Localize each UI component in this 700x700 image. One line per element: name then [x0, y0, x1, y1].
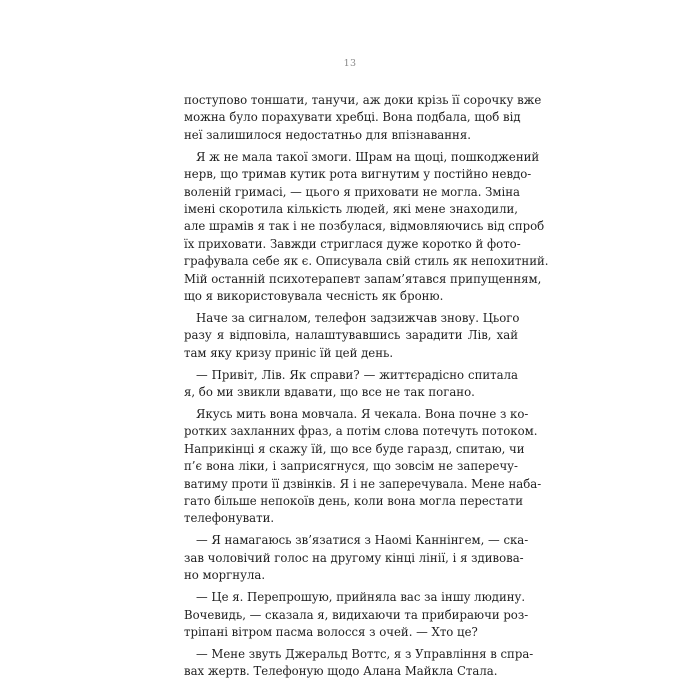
text-line: п’є вона ліки, і заприсягнуся, що зовсім не заперечу- [184, 459, 518, 474]
text-line: — Це я. Перепрошую, прийняла вас за іншу людину. [196, 590, 526, 605]
text-line: неї залишилося недостатньо для впізнавання. [184, 127, 471, 142]
paragraph [184, 589, 529, 641]
text-line: зав чоловічий голос на другому кінці лінії, і я здивова- [184, 550, 524, 565]
text-line: — Я намагаюсь зв’язатися з Наомі Каннінгем, — ска- [196, 533, 529, 548]
text-line: вах жертв. Телефоную щодо Алана Майкла Стала. [184, 664, 498, 679]
text-line: Мій останній психотерапевт запам’ятався припущенням, [184, 271, 542, 286]
text-line: гато більше непокоїв день, коли вона могла перестати [184, 493, 524, 508]
text-line: нерв, що тримав кутик рота вигнутим у постійно невдо- [184, 167, 532, 182]
text-line: тріпані вітром пасма волосся з очей. — Хто це? [184, 624, 478, 639]
paragraph [184, 92, 542, 144]
text-line: Вочевидь, — сказала я, видихаючи та прибираючи роз- [184, 607, 529, 622]
text-line: воленій гримасі, — цього я приховати не могла. Зміна [184, 184, 521, 199]
paragraph [184, 646, 534, 681]
text-line: там яку кризу приніс їй цей день. [184, 345, 394, 360]
text-line: ротких захланних фраз, а потім слова потечуть потоком. [184, 424, 538, 439]
text-line: Наче за сигналом, телефон задзижчав знову. Цього [196, 310, 520, 325]
text-line: поступово тоншати, танучи, аж доки крізь її сорочку вже [184, 93, 542, 107]
text-line: но моргнула. [184, 568, 266, 583]
text-line: телефонувати. [184, 511, 275, 526]
text-line: Наприкінці я скажу їй, що все буде гаразд, спитаю, чи [184, 441, 525, 456]
text-line: імені скоротила кількість людей, які мене знаходили, [184, 201, 518, 216]
text-line: графувала себе як є. Описувала свій стиль як непохитний. [184, 254, 549, 269]
text-line: що я використовувала чесність як броню. [184, 288, 444, 303]
body-text [184, 92, 549, 685]
text-line: їх приховати. Завжди стриглася дуже коротко й фото- [184, 236, 521, 251]
text-line: але шрамів я так і не позбулася, відмовляючись від спроб [184, 219, 545, 234]
text-line: — Привіт, Лів. Як справи? — життєрадісно спитала [196, 367, 518, 382]
paragraph [184, 310, 518, 362]
text-line: я, бо ми звикли вдавати, що все не так погано. [184, 385, 475, 400]
text-line: Я ж не мала такої змоги. Шрам на щоці, пошкоджений [196, 149, 540, 164]
text-line: ватиму проти її дзвінків. Я і не заперечувала. Мене наба- [184, 476, 542, 491]
page-number: 13 [343, 58, 357, 69]
text-line: можна було порахувати хребці. Вона подбала, щоб від [184, 110, 521, 125]
paragraph [184, 367, 518, 402]
paragraph [184, 532, 529, 584]
paragraph [184, 406, 542, 528]
text-line: — Мене звуть Джеральд Воттс, я з Управління в спра- [196, 646, 534, 661]
text-line: разу я відповіла, налаштувавшись зарадити Лів, хай [184, 328, 518, 343]
text-line: Якусь мить вона мовчала. Я чекала. Вона почне з ко- [196, 407, 529, 422]
paragraph [184, 149, 549, 306]
